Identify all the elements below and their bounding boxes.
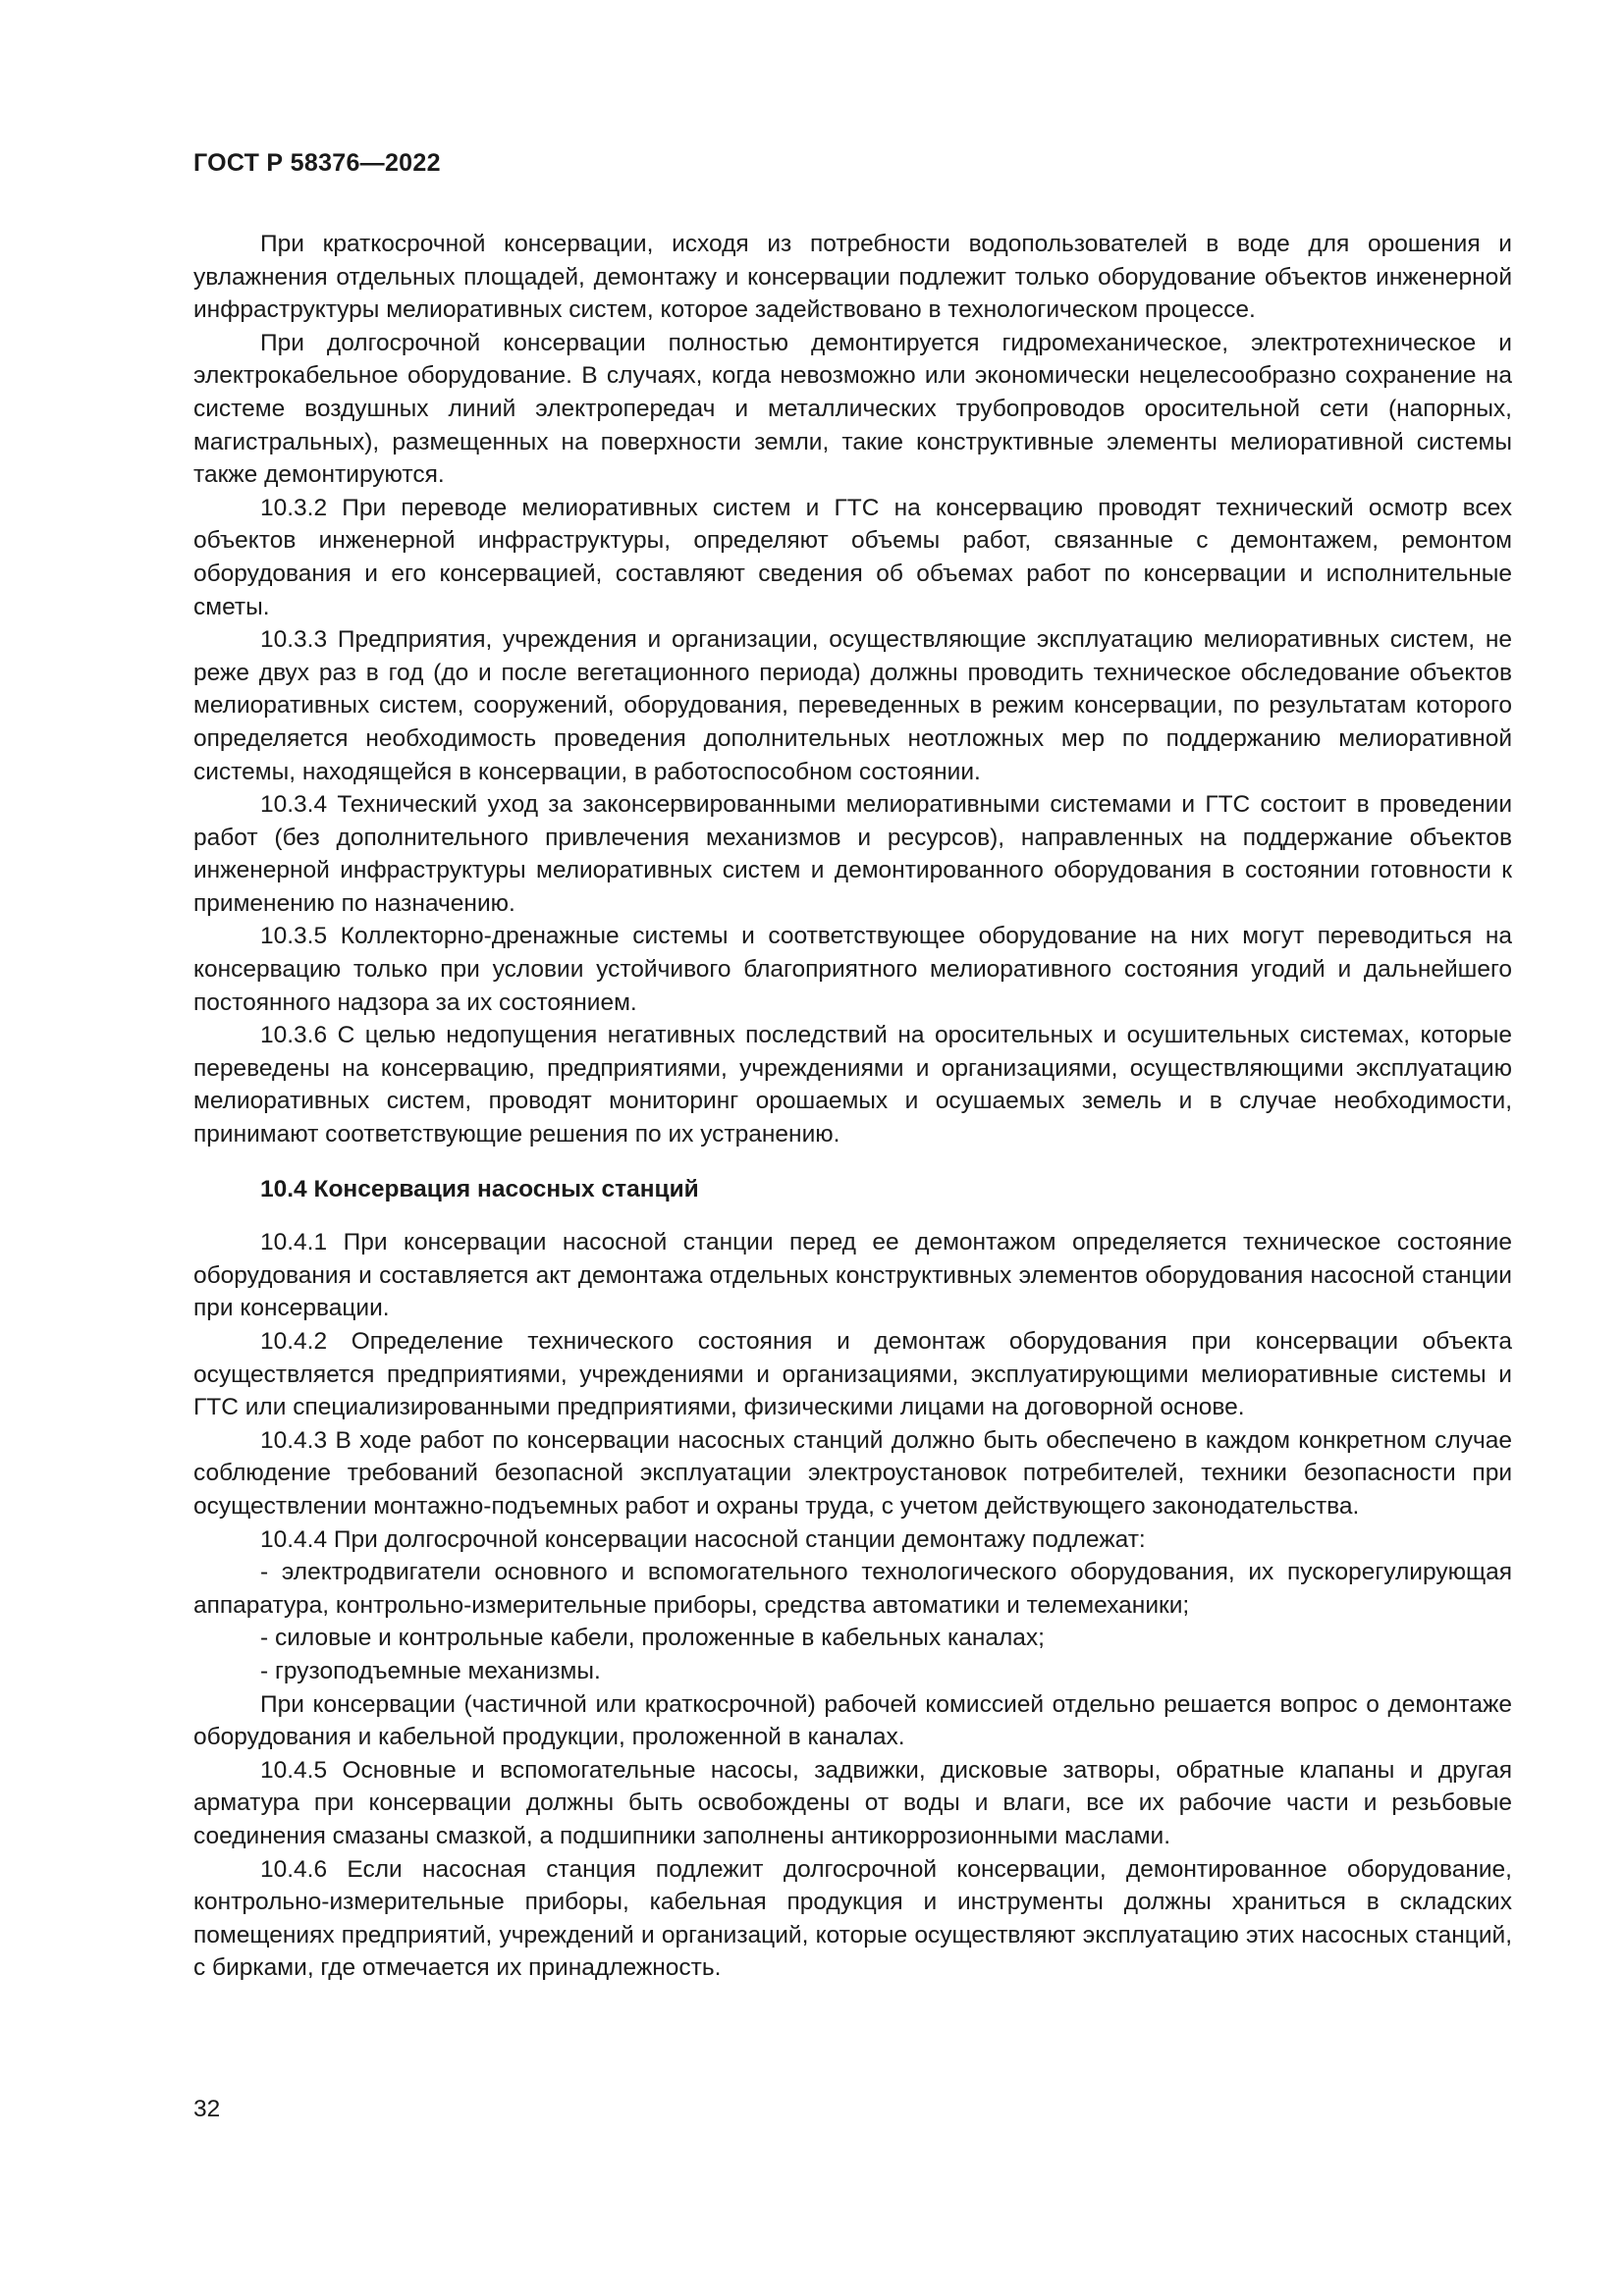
list-item-electric-motors: - электродвигатели основного и вспомогательного технологического оборудования, их пускорегулирующая аппаратура, контрольно-измерительные приборы, средства автоматики и телемеханики; bbox=[193, 1559, 1512, 1619]
list-item-lifting-mechanisms: - грузоподъемные механизмы. bbox=[260, 1657, 601, 1684]
paragraph-10-4-5: 10.4.5 Основные и вспомогательные насосы, задвижки, дисковые затворы, обратные клапаны и другая арматура при консервации должны быть освобождены от воды и влаги, все их рабочие части и резьбовые соединения смазаны смазкой, а подшипники заполнены антикоррозионными маслами. bbox=[193, 1756, 1512, 1849]
list-item-cables: - силовые и контрольные кабели, проложенные в кабельных каналах; bbox=[260, 1625, 1045, 1652]
paragraph-10-4-6: 10.4.6 Если насосная станция подлежит долгосрочной консервации, демонтированное оборудование, контрольно-измерительные приборы, кабельная продукция и инструменты должны храниться в складских помещениях предприятий, учреждений и организаций, которые осуществляют эксплуатацию этих насосных станций, с бирками, где отмечается их принадлежность. bbox=[193, 1855, 1512, 1982]
paragraph-10-3-3: 10.3.3 Предприятия, учреждения и организации, осуществляющие эксплуатацию мелиоративных систем, не реже двух раз в год (до и после вегетационного периода) должны проводить техническое обследование объектов мелиоративных систем, сооружений, оборудования, переведенных в режим консервации, по результатам которого определяется необходимость проведения дополнительных неотложных мер по поддержанию мелиоративной системы, находящейся в консервации, в работоспособном состоянии. bbox=[193, 626, 1512, 785]
document-header-id: ГОСТ Р 58376—2022 bbox=[193, 149, 441, 177]
paragraph-10-4-1: 10.4.1 При консервации насосной станции перед ее демонтажом определяется техническое состояние оборудования и составляется акт демонтажа отдельных конструктивных элементов оборудования насосной станции при консервации. bbox=[193, 1229, 1512, 1322]
document-body bbox=[193, 228, 1512, 1985]
page-number: 32 bbox=[193, 2096, 221, 2122]
paragraph-10-3-6: 10.3.6 С целью недопущения негативных последствий на оросительных и осушительных системах, которые переведены на консервацию, предприятиями, учреждениями и организациями, осуществляющими эксплуатацию мелиоративных систем, проводят мониторинг орошаемых и осушаемых земель и в случае необходимости, принимают соответствующие решения по их устранению. bbox=[193, 1022, 1512, 1148]
paragraph-short-term-conservation: При краткосрочной консервации, исходя из потребности водопользователей в воде для орошения и увлажнения отдельных площадей, демонтажу и консервации подлежит только оборудование объектов инженерной инфраструктуры мелиоративных систем, которое задействовано в технологическом процессе. bbox=[193, 231, 1512, 324]
paragraph-10-3-2: 10.3.2 При переводе мелиоративных систем и ГТС на консервацию проводят технический осмотр всех объектов инженерной инфраструктуры, определяют объемы работ, связанные с демонтажем, ремонтом оборудования и его консервацией, составляют сведения об объемах работ по консервации и исполнительные сметы. bbox=[193, 494, 1512, 620]
paragraph-10-4-2: 10.4.2 Определение технического состояния и демонтаж оборудования при консервации объекта осуществляется предприятиями, учреждениями и организациями, эксплуатирующими мелиоративные системы и ГТС или специализированными предприятиями, физическими лицами на договорной основе. bbox=[193, 1328, 1512, 1421]
paragraph-10-4-3: 10.4.3 В ходе работ по консервации насосных станций должно быть обеспечено в каждом конкретном случае соблюдение требований безопасной эксплуатации электроустановок потребителей, техники безопасности при осуществлении монтажно-подъемных работ и охраны труда, с учетом действующего законодательства. bbox=[193, 1426, 1512, 1520]
paragraph-partial-conservation: При консервации (частичной или краткосрочной) рабочей комиссией отдельно решается вопрос о демонтаже оборудования и кабельной продукции, проложенной в каналах. bbox=[193, 1690, 1512, 1751]
paragraph-10-3-5: 10.3.5 Коллекторно-дренажные системы и соответствующее оборудование на них могут переводиться на консервацию только при условии устойчивого благоприятного мелиоративного состояния угодий и дальнейшего постоянного надзора за их состоянием. bbox=[193, 923, 1512, 1016]
section-heading-10-4: 10.4 Консервация насосных станций bbox=[260, 1175, 699, 1202]
paragraph-10-4-4: 10.4.4 При долгосрочной консервации насосной станции демонтажу подлежат: bbox=[260, 1525, 1146, 1553]
paragraph-10-3-4: 10.3.4 Технический уход за законсервированными мелиоративными системами и ГТС состоит в проведении работ (без дополнительного привлечения механизмов и ресурсов), направленных на поддержание объектов инженерной инфраструктуры мелиоративных систем и демонтированного оборудования в состоянии готовности к применению по назначению. bbox=[193, 791, 1512, 917]
paragraph-long-term-conservation: При долгосрочной консервации полностью демонтируется гидромеханическое, электротехническое и электрокабельное оборудование. В случаях, когда невозможно или экономически нецелесообразно сохранение на системе воздушных линий электропередач и металлических трубопроводов оросительной сети (напорных, магистральных), размещенных на поверхности земли, такие конструктивные элементы мелиоративной системы также демонтируются. bbox=[193, 329, 1512, 489]
